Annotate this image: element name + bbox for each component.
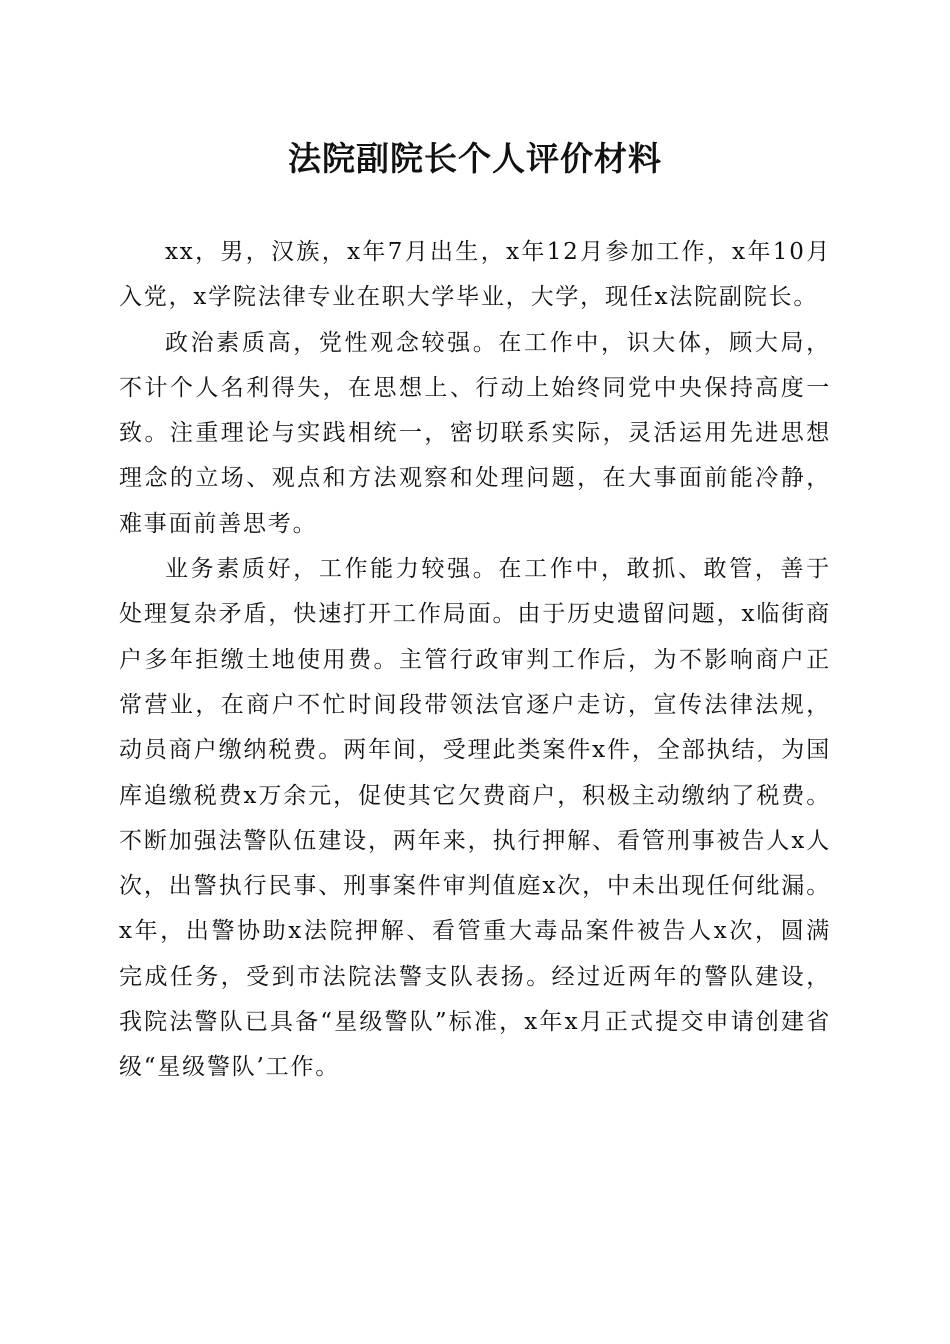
paragraph-professional-ability: 业务素质好，工作能力较强。在工作中，敢抓、敢管，善于处理复杂矛盾，快速打开工作局面。由于历史遗留问题，x临街商户多年拒缴土地使用费。主管行政审判工作后，为不影响商户正常营业，在商户不忙时间段带领法官逐户走访，宣传法律法规，动员商户缴纳税费。两年间，受理此类案件x件，全部执结，为国库追缴税费x万余元，促使其它欠费商户，积极主动缴纳了税费。不断加强法警队伍建设，两年来，执行押解、看管刑事被告人x人次，出警执行民事、刑事案件审判值庭x次，中未出现任何纰漏。x年，出警协助x法院押解、看管重大毒品案件被告人x次，圆满完成任务，受到市法院法警支队表扬。经过近两年的警队建设，我院法警队已具备“星级警队”标准，x年x月正式提交申请创建省级“星级警队’工作。 — [119, 556, 831, 1081]
paragraph-political-quality: 政治素质高，党性观念较强。在工作中，识大体，顾大局，不计个人名利得失，在思想上、行动上始终同党中央保持高度一致。注重理论与实践相统一，密切联系实际，灵活运用先进思想理念的立场、观点和方法观察和处理问题，在大事面前能冷静，难事面前善思考。 — [119, 329, 831, 537]
document-title: 法院副院长个人评价材料 — [288, 139, 662, 178]
paragraph-personal-info: xx，男，汉族，x年7月出生，x年12月参加工作，x年10月入党，x学院法律专业在职大学毕业，大学，现任x法院副院长。 — [119, 239, 831, 311]
document-body — [119, 230, 831, 1091]
